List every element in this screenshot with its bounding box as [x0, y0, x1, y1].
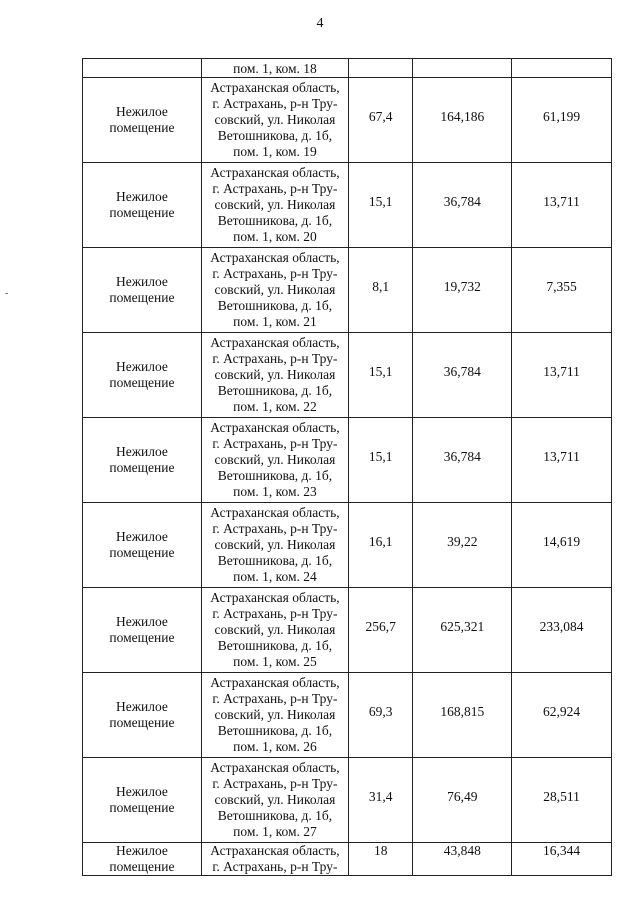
table-row — [83, 758, 612, 843]
address-line: пом. 1, ком. 22 — [233, 399, 317, 414]
address-line: г. Астрахань, р-н Тру- — [212, 691, 338, 706]
type-line: Нежилое — [115, 699, 168, 714]
value1-cell: 19,732 — [413, 248, 512, 333]
type-cell-empty — [83, 59, 202, 78]
address-line: г. Астрахань, р-н Тру- — [212, 606, 338, 621]
value1-cell: 76,49 — [413, 758, 512, 843]
type-line: Нежилое — [115, 843, 168, 858]
area-cell: 8,1 — [349, 248, 413, 333]
address-cell — [201, 333, 348, 418]
area-cell: 15,1 — [349, 333, 413, 418]
page-number: 4 — [316, 16, 324, 31]
address-line: пом. 1, ком. 26 — [233, 739, 317, 754]
value2-cell-empty — [512, 59, 612, 78]
address-line: Астраханская область, — [210, 505, 340, 520]
table-row — [83, 418, 612, 503]
address-line: Ветошникова, д. 1б, — [217, 638, 333, 653]
address-line: Астраханская область, — [210, 80, 340, 95]
address-line: Астраханская область, — [210, 675, 340, 690]
address-line: Астраханская область, — [210, 165, 340, 180]
address-line: г. Астрахань, р-н Тру- — [212, 776, 338, 791]
address-line: пом. 1, ком. 19 — [233, 144, 317, 159]
type-line: Нежилое — [115, 359, 168, 374]
value1-cell: 168,815 — [413, 673, 512, 758]
value2-cell: 16,344 — [512, 843, 612, 876]
type-line: помещение — [109, 375, 175, 390]
table-row — [83, 588, 612, 673]
type-cell — [83, 333, 202, 418]
value2-cell: 7,355 — [512, 248, 612, 333]
table-body — [83, 59, 612, 876]
type-cell — [83, 163, 202, 248]
address-line: пом. 1, ком. 21 — [233, 314, 317, 329]
type-line: помещение — [109, 800, 175, 815]
type-cell — [83, 78, 202, 163]
area-cell: 69,3 — [349, 673, 413, 758]
margin-mark: - — [5, 288, 9, 299]
type-line: помещение — [109, 120, 175, 135]
address-line: г. Астрахань, р-н Тру- — [212, 351, 338, 366]
area-cell-empty — [349, 59, 413, 78]
value1-cell-empty — [413, 59, 512, 78]
area-cell: 15,1 — [349, 418, 413, 503]
address-line: г. Астрахань, р-н Тру- — [212, 96, 338, 111]
address-line: совский, ул. Николая — [214, 197, 336, 212]
address-line: г. Астрахань, р-н Тру- — [212, 436, 338, 451]
area-cell: 16,1 — [349, 503, 413, 588]
address-cell: пом. 1, ком. 18 — [201, 59, 348, 78]
value2-cell: 233,084 — [512, 588, 612, 673]
address-line: совский, ул. Николая — [214, 367, 336, 382]
address-line: совский, ул. Николая — [214, 112, 336, 127]
value1-cell: 36,784 — [413, 163, 512, 248]
type-line: Нежилое — [115, 189, 168, 204]
table-row — [83, 163, 612, 248]
address-line: совский, ул. Николая — [214, 537, 336, 552]
address-line: г. Астрахань, р-н Тру- — [212, 181, 338, 196]
value2-cell: 13,711 — [512, 333, 612, 418]
address-cell — [201, 418, 348, 503]
address-cell — [201, 758, 348, 843]
address-line: Астраханская область, — [210, 420, 340, 435]
type-line: помещение — [109, 290, 175, 305]
address-line: Ветошникова, д. 1б, — [217, 808, 333, 823]
type-line: Нежилое — [115, 529, 168, 544]
table-row — [83, 503, 612, 588]
address-line: Ветошникова, д. 1б, — [217, 553, 333, 568]
address-line: совский, ул. Николая — [214, 792, 336, 807]
table-row — [83, 843, 612, 876]
address-cell — [201, 503, 348, 588]
type-cell — [83, 503, 202, 588]
type-line: помещение — [109, 545, 175, 560]
address-line: Ветошникова, д. 1б, — [217, 383, 333, 398]
address-line: пом. 1, ком. 27 — [233, 824, 317, 839]
address-line: совский, ул. Николая — [214, 707, 336, 722]
table-row — [83, 333, 612, 418]
value2-cell: 13,711 — [512, 163, 612, 248]
value1-cell: 43,848 — [413, 843, 512, 876]
address-line: г. Астрахань, р-н Тру- — [212, 521, 338, 536]
type-line: помещение — [109, 715, 175, 730]
type-line: Нежилое — [115, 614, 168, 629]
area-cell: 18 — [349, 843, 413, 876]
value2-cell: 61,199 — [512, 78, 612, 163]
value2-cell: 62,924 — [512, 673, 612, 758]
area-cell: 15,1 — [349, 163, 413, 248]
type-line: Нежилое — [115, 444, 168, 459]
type-line: помещение — [109, 460, 175, 475]
value2-cell: 14,619 — [512, 503, 612, 588]
type-cell — [83, 673, 202, 758]
address-line: Ветошникова, д. 1б, — [217, 128, 333, 143]
address-cell — [201, 843, 348, 876]
address-line: Астраханская область, — [210, 843, 340, 858]
value1-cell: 625,321 — [413, 588, 512, 673]
address-line: г. Астрахань, р-н Тру- — [212, 859, 338, 874]
address-line: совский, ул. Николая — [214, 282, 336, 297]
type-line: помещение — [109, 630, 175, 645]
type-line: помещение — [109, 859, 175, 874]
area-cell: 31,4 — [349, 758, 413, 843]
address-line: пом. 1, ком. 25 — [233, 654, 317, 669]
address-line: совский, ул. Николая — [214, 452, 336, 467]
value1-cell: 36,784 — [413, 333, 512, 418]
address-line: г. Астрахань, р-н Тру- — [212, 266, 338, 281]
value2-cell: 28,511 — [512, 758, 612, 843]
area-cell: 256,7 — [349, 588, 413, 673]
type-line: помещение — [109, 205, 175, 220]
address-cell — [201, 248, 348, 333]
value2-cell: 13,711 — [512, 418, 612, 503]
address-cell — [201, 673, 348, 758]
address-line: пом. 1, ком. 24 — [233, 569, 317, 584]
address-line: Ветошникова, д. 1б, — [217, 213, 333, 228]
type-cell — [83, 248, 202, 333]
address-line: совский, ул. Николая — [214, 622, 336, 637]
type-cell — [83, 758, 202, 843]
address-line: Астраханская область, — [210, 335, 340, 350]
table-row-continued — [83, 59, 612, 78]
address-cell — [201, 78, 348, 163]
property-table — [82, 58, 612, 876]
area-cell: 67,4 — [349, 78, 413, 163]
address-line: Ветошникова, д. 1б, — [217, 723, 333, 738]
address-cell — [201, 163, 348, 248]
type-cell — [83, 843, 202, 876]
address-line: Ветошникова, д. 1б, — [217, 468, 333, 483]
type-line: Нежилое — [115, 784, 168, 799]
address-line: Астраханская область, — [210, 590, 340, 605]
type-cell — [83, 588, 202, 673]
table-row — [83, 78, 612, 163]
type-line: Нежилое — [115, 104, 168, 119]
type-cell — [83, 418, 202, 503]
value1-cell: 39,22 — [413, 503, 512, 588]
value1-cell: 164,186 — [413, 78, 512, 163]
address-line: Астраханская область, — [210, 760, 340, 775]
table-row — [83, 673, 612, 758]
address-cell — [201, 588, 348, 673]
address-line: Астраханская область, — [210, 250, 340, 265]
type-line: Нежилое — [115, 274, 168, 289]
address-line: Ветошникова, д. 1б, — [217, 298, 333, 313]
table-row — [83, 248, 612, 333]
address-line: пом. 1, ком. 20 — [233, 229, 317, 244]
address-line: пом. 1, ком. 23 — [233, 484, 317, 499]
value1-cell: 36,784 — [413, 418, 512, 503]
